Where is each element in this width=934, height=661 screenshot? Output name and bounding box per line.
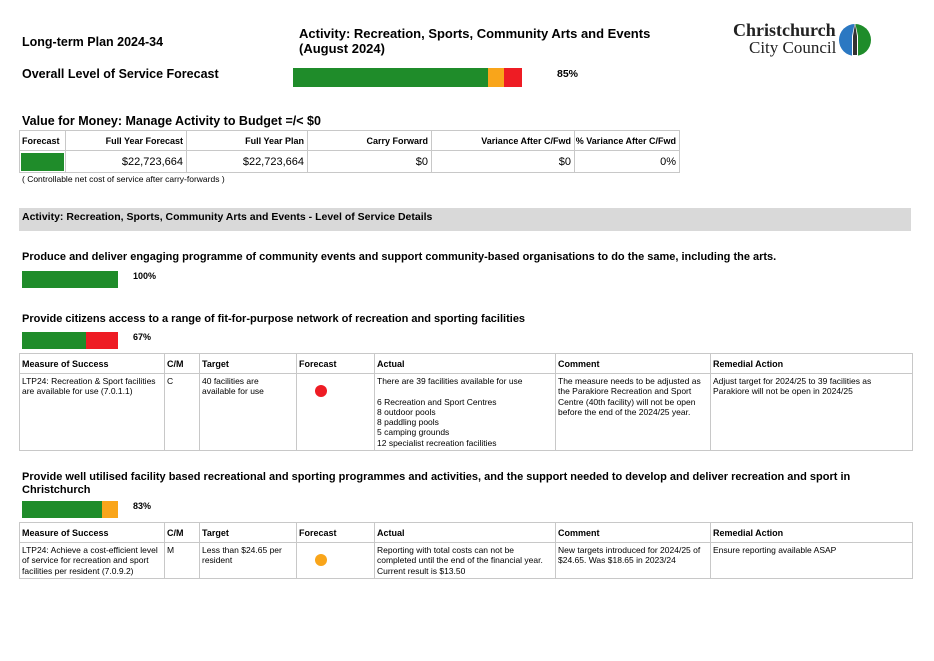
section2-title: Provide citizens access to a range of fit-for-purpose network of recreation and sporting facilities bbox=[22, 313, 526, 325]
vfm-header-full-year-forecast: Full Year Forecast bbox=[66, 131, 187, 151]
s3-target: Less than $24.65 per resident bbox=[200, 543, 297, 579]
vfm-table bbox=[19, 130, 680, 173]
vfm-pct-variance: 0% bbox=[575, 151, 680, 173]
activity-title-line2: (August 2024) bbox=[299, 41, 385, 56]
vfm-title: Value for Money: Manage Activity to Budget =/< $0 bbox=[22, 114, 321, 128]
s2-header-cm: C/M bbox=[165, 354, 200, 374]
s3-header-comment: Comment bbox=[556, 523, 711, 543]
s3-header-actual: Actual bbox=[375, 523, 556, 543]
s3-header-target: Target bbox=[200, 523, 297, 543]
vfm-carry-forward: $0 bbox=[308, 151, 432, 173]
s2-actual-line: 5 camping grounds bbox=[377, 427, 450, 438]
s3-measure: LTP24: Achieve a cost-efficient level of service for recreation and sport facilities per resident (7.0.9.2) bbox=[20, 543, 165, 579]
overall-label: Overall Level of Service Forecast bbox=[22, 67, 219, 81]
s2-forecast bbox=[297, 374, 375, 451]
s2-header-remedial: Remedial Action bbox=[711, 354, 913, 374]
s3-forecast-status-icon bbox=[315, 554, 327, 566]
s2-actual-spacer bbox=[377, 386, 553, 396]
s2-actual-line: 8 paddling pools bbox=[377, 417, 439, 428]
progress-segment-red bbox=[86, 332, 118, 349]
activity-title-line1: Activity: Recreation, Sports, Community Arts and Events bbox=[299, 26, 651, 41]
section3-progress-bar bbox=[22, 501, 118, 518]
s2-measure: LTP24: Recreation & Sport facilities are available for use (7.0.1.1) bbox=[20, 374, 165, 451]
logo-text-line2: City Council bbox=[749, 38, 837, 57]
section3-title-line2: Christchurch bbox=[22, 484, 91, 496]
s2-header-actual: Actual bbox=[375, 354, 556, 374]
vfm-note: ( Controllable net cost of service after carry-forwards ) bbox=[22, 174, 225, 184]
s3-remedial: Ensure reporting available ASAP bbox=[711, 543, 913, 579]
s2-header-measure: Measure of Success bbox=[20, 354, 165, 374]
s2-actual-line: 6 Recreation and Sport Centres bbox=[377, 396, 497, 407]
council-logo bbox=[733, 22, 836, 56]
vfm-full-year-forecast: $22,723,664 bbox=[66, 151, 187, 173]
section3-percent: 83% bbox=[133, 501, 152, 511]
s3-header-remedial: Remedial Action bbox=[711, 523, 913, 543]
section3-title bbox=[22, 471, 902, 497]
section2-table bbox=[19, 353, 913, 451]
progress-segment-green bbox=[22, 271, 118, 288]
cathedral-logo-icon bbox=[837, 22, 873, 56]
logo-text-line1: Christchurch bbox=[733, 20, 836, 40]
progress-segment-green bbox=[22, 501, 102, 518]
s3-cm: M bbox=[165, 543, 200, 579]
s2-actual-line: 8 outdoor pools bbox=[377, 406, 436, 417]
table-row bbox=[20, 543, 913, 579]
s2-actual bbox=[375, 374, 556, 451]
vfm-header-variance: Variance After C/Fwd bbox=[432, 131, 575, 151]
plan-title: Long-term Plan 2024-34 bbox=[22, 35, 164, 49]
vfm-forecast-indicator bbox=[20, 151, 66, 173]
overall-percent: 85% bbox=[557, 68, 579, 80]
progress-segment-green bbox=[293, 68, 488, 87]
progress-segment-amber bbox=[488, 68, 504, 87]
s2-actual-line: 12 specialist recreation facilities bbox=[377, 437, 497, 448]
section1-percent: 100% bbox=[133, 271, 157, 281]
vfm-full-year-plan: $22,723,664 bbox=[187, 151, 308, 173]
s2-header-comment: Comment bbox=[556, 354, 711, 374]
progress-segment-amber bbox=[102, 501, 118, 518]
s2-header-forecast: Forecast bbox=[297, 354, 375, 374]
vfm-variance: $0 bbox=[432, 151, 575, 173]
s2-cm: C bbox=[165, 374, 200, 451]
section2-percent: 67% bbox=[133, 332, 152, 342]
section1-title: Produce and deliver engaging programme of community events and support community-based organisations to do the same, including the arts. bbox=[22, 251, 777, 263]
progress-segment-red bbox=[504, 68, 522, 87]
s3-actual: Reporting with total costs can not be completed until the end of the financial year. Current result is $13.50 bbox=[375, 543, 556, 579]
vfm-header-pct-variance: % Variance After C/Fwd bbox=[575, 131, 680, 151]
section3-table bbox=[19, 522, 913, 579]
s2-remedial: Adjust target for 2024/25 to 39 facilities as Parakiore will not be open in 2024/25 bbox=[711, 374, 913, 451]
s2-forecast-status-icon bbox=[315, 385, 327, 397]
s3-header-cm: C/M bbox=[165, 523, 200, 543]
section3-title-line1: Provide well utilised facility based recreational and sporting programmes and activities, and the support needed to develop and deliver recreation and sport in bbox=[22, 471, 851, 483]
vfm-header-carry-forward: Carry Forward bbox=[308, 131, 432, 151]
vfm-header-forecast: Forecast bbox=[20, 131, 66, 151]
section2-progress-bar bbox=[22, 332, 118, 349]
s3-header-forecast: Forecast bbox=[297, 523, 375, 543]
table-row bbox=[20, 374, 913, 451]
activity-title bbox=[299, 26, 650, 56]
s3-comment: New targets introduced for 2024/25 of $24.65. Was $18.65 in 2023/24 bbox=[556, 543, 711, 579]
vfm-header-full-year-plan: Full Year Plan bbox=[187, 131, 308, 151]
s2-actual-line: There are 39 facilities available for use bbox=[377, 376, 523, 386]
progress-segment-green bbox=[22, 332, 86, 349]
s3-header-measure: Measure of Success bbox=[20, 523, 165, 543]
section1-progress-bar bbox=[22, 271, 118, 288]
s3-forecast bbox=[297, 543, 375, 579]
s2-target: 40 facilities are available for use bbox=[200, 374, 297, 451]
details-band: Activity: Recreation, Sports, Community Arts and Events - Level of Service Details bbox=[19, 208, 911, 231]
s2-comment: The measure needs to be adjusted as the Parakiore Recreation and Sport Centre (40th facility) will not be open before the end of the 2024/25 year. bbox=[556, 374, 711, 451]
overall-progress-bar bbox=[293, 68, 522, 87]
s2-header-target: Target bbox=[200, 354, 297, 374]
